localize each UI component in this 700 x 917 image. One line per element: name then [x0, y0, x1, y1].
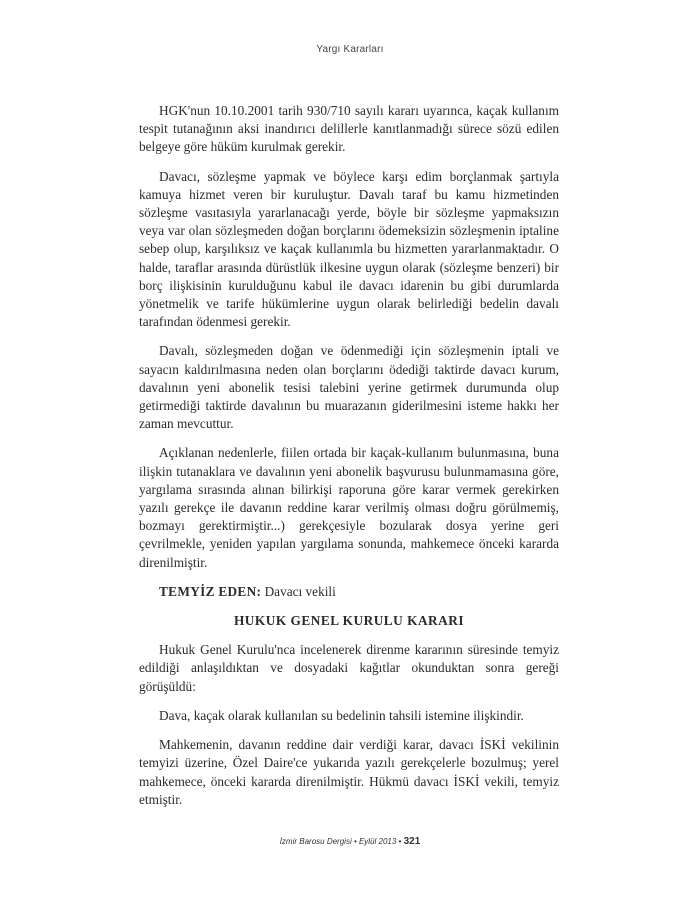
appellant-line — [139, 583, 559, 601]
decision-paragraph-1: Hukuk Genel Kurulu'nca incelenerek direnme kararının süresinde temyiz edildiği anlaşıldıktan ve dosyadaki kağıtlar okunduktan sonra gereği görüşüldü: — [139, 642, 559, 694]
page-footer — [0, 836, 700, 847]
body-paragraph-4: Açıklanan nedenlerle, fiilen ortada bir kaçak-kullanım bulunmasına, buna ilişkin tutanaklara ve davalının yeni abonelik başvurusu bulunmamasına göre, yargılama sırasında alınan bilirkişi raporuna göre karar vermek gerekirken yazılı gerekçe ile davanın reddine karar verilmiş olması doğru görülmemiş, bozmayı gerektirmiştir...) gerekçesiyle bozularak dosya yerine geri çevrilmekle, yeniden yapılan yargılama sonunda, mahkemece önceki kararda direnilmiştir. — [139, 445, 559, 570]
document-body — [139, 102, 559, 820]
decision-paragraph-2: Dava, kaçak olarak kullanılan su bedelinin tahsili istemine ilişkindir. — [159, 707, 524, 723]
body-paragraph-1: HGK'nun 10.10.2001 tarih 930/710 sayılı kararı uyarınca, kaçak kullanım tespit tutanağının aksi inandırıcı delillerle kanıtlanmadığı sürece sözü edilen belgeye göre hüküm kurulmak gerekir. — [139, 103, 559, 155]
body-paragraph-2: Davacı, sözleşme yapmak ve böylece karşı edim borçlanmak şartıyla kamuya hizmet veren bir kuruluştur. Davalı taraf bu kamu hizmetinden sözleşme vasıtasıyla yararlanacağı yerde, böyle bir sözleşme yapmaksızın veya var olan sözleşmeden doğan borçlarını ödemeksizin sözleşmenin iptaline sebep olup, karşılıksız ve kaçak kullanımla bu hizmetten yararlanmaktadır. O halde, taraflar arasında dürüstlük ilkesine uygun olarak (sözleşme benzeri) bir borç ilişkisinin kurulduğunu kabul ile davacı idarenin bu gibi durumlarda yönetmelik ve tarife hükümlerine uygun olarak belirlediği bedelin davalı tarafından ödenmesi gerekir. — [139, 168, 559, 330]
decision-heading: HUKUK GENEL KURULU KARARI — [233, 613, 465, 629]
body-paragraph-3: Davalı, sözleşmeden doğan ve ödenmediği için sözleşmenin iptali ve sayacın kaldırılmasına neden olan borçlarını ödediği taktirde davacı kurum, davalının yeni abonelik tesisi talebini yerine getirmek durumunda olup getirmediği taktirde davalının bu muarazanın giderilmesini isteme hakkı her zaman mevcuttur. — [139, 343, 559, 432]
running-header: Yargı Kararları — [316, 44, 384, 55]
decision-paragraph-3: Mahkemenin, davanın reddine dair verdiği karar, davacı İSKİ vekilinin temyizi üzerine, Özel Daire'ce yukarıda yazılı gerekçelerle bozulmuş; yerel mahkemece, önceki kararda direnilmiştir. Hükmü davacı İSKİ vekili, temyiz etmiştir. — [139, 737, 559, 807]
appellant-label: TEMYİZ EDEN: — [159, 583, 262, 599]
footer-journal: İzmir Barosu Dergisi • Eylül 2013 • — [279, 837, 402, 846]
page-number: 321 — [403, 836, 421, 847]
appellant-value: Davacı vekili — [264, 583, 336, 599]
